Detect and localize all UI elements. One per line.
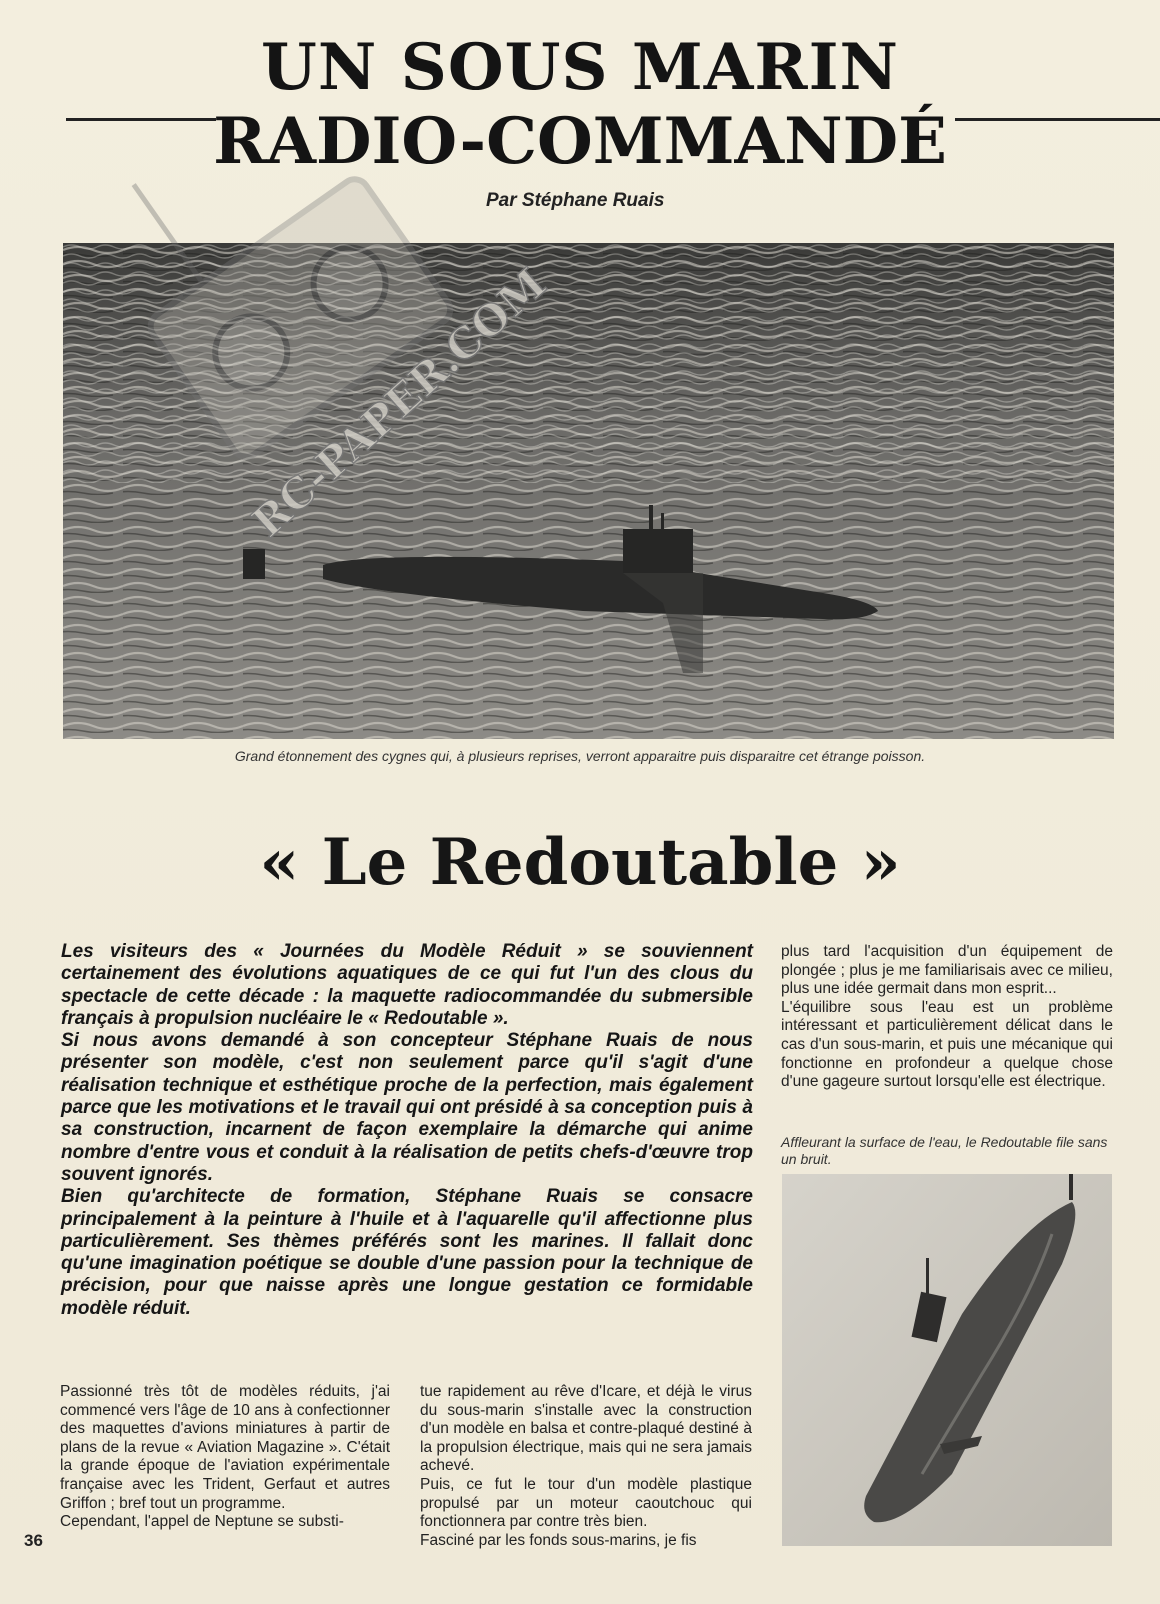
byline: Par Stéphane Ruais [486, 190, 665, 211]
body-paragraph: L'équilibre sous l'eau est un problème intéressant et particulièrement délicat dans le cas d'un sous-marin, et puis une mécanique qui fonctionne en profondeur a quelque chose d'une gageure surtout lorsqu'elle est électrique. [781, 998, 1113, 1091]
body-column-2 [420, 1383, 752, 1550]
title-line-2: RADIO-COMMANDÉ [213, 104, 947, 179]
submarine-surface-photo [63, 243, 1114, 739]
watermark-text: RC-PAPER.COM [242, 258, 556, 547]
body-paragraph: Fasciné par les fonds sous-marins, je fis [420, 1531, 697, 1549]
intro-paragraph: Si nous avons demandé à son concepteur Stéphane Ruais de nous présenter son modèle, c'est non seulement parce qu'il s'agit d'une réalisation technique et esthétique proche de la perfection, mais également parce que les motivations et le travail qui ont présidé à sa conception puis à sa construction, incarnent de façon exemplaire la démarche qui anime nombre d'entre vous et conduit à la réalisation de petits chefs-d'œuvre trop souvent ignorés. [61, 1030, 753, 1185]
page-number: 36 [24, 1531, 43, 1550]
intro-text [61, 941, 753, 1320]
body-paragraph: Puis, ce fut le tour d'un modèle plastique propulsé par un moteur caoutchouc qui fonctionnera par contre très bien. [420, 1475, 752, 1531]
body-paragraph: Passionné très tôt de modèles réduits, j'ai commencé vers l'âge de 10 ans à confectionner des maquettes d'avions miniatures à partir de plans de la revue « Aviation Magazine ». C'était la grande époque de l'aviation expérimentale française avec les Trident, Gerfaut et autres Griffon ; bref tout un programme. [60, 1383, 390, 1512]
article-headline: « Le Redoutable » [259, 825, 901, 900]
side-photo-caption: Affleurant la surface de l'eau, le Redoutable file sans un bruit. [781, 1134, 1108, 1167]
body-paragraph: plus tard l'acquisition d'un équipement de plongée ; plus je me familiarisais avec ce milieu, plus une idée germait dans mon esprit... [781, 943, 1113, 998]
body-column-3 [781, 943, 1113, 1092]
body-paragraph: tue rapidement au rêve d'Icare, et déjà le virus du sous-marin s'installe avec la construction d'un modèle en balsa et contre-plaqué destiné à la propulsion électrique, mais qui ne sera jamais achevé. [420, 1383, 752, 1475]
submarine-aerial-photo [782, 1174, 1112, 1546]
intro-paragraph: Bien qu'architecte de formation, Stéphane Ruais se consacre principalement à la peinture à l'huile et à l'aquarelle qu'il affectionne plus particulièrement. Ses thèmes préférés sont les marines. Il fallait donc qu'une imagination poétique se double d'une passion pour la technique de précision, pour que naisse après une longue gestation ce formidable modèle réduit. [61, 1186, 753, 1319]
main-photo-caption: Grand étonnement des cygnes qui, à plusieurs reprises, verront apparaitre puis disparaitre cet étrange poisson. [234, 748, 926, 764]
body-column-1 [60, 1383, 390, 1532]
body-paragraph: Cependant, l'appel de Neptune se substi- [60, 1513, 344, 1531]
intro-paragraph: Les visiteurs des « Journées du Modèle Réduit » se souviennent certainement des évolutions aquatiques de ce qui fut l'un des clous du spectacle de cette décade : la maquette radiocommandée du submersible français à propulsion nucléaire le « Redoutable ». [61, 941, 753, 1029]
title-line-1: UN SOUS MARIN [261, 30, 899, 105]
